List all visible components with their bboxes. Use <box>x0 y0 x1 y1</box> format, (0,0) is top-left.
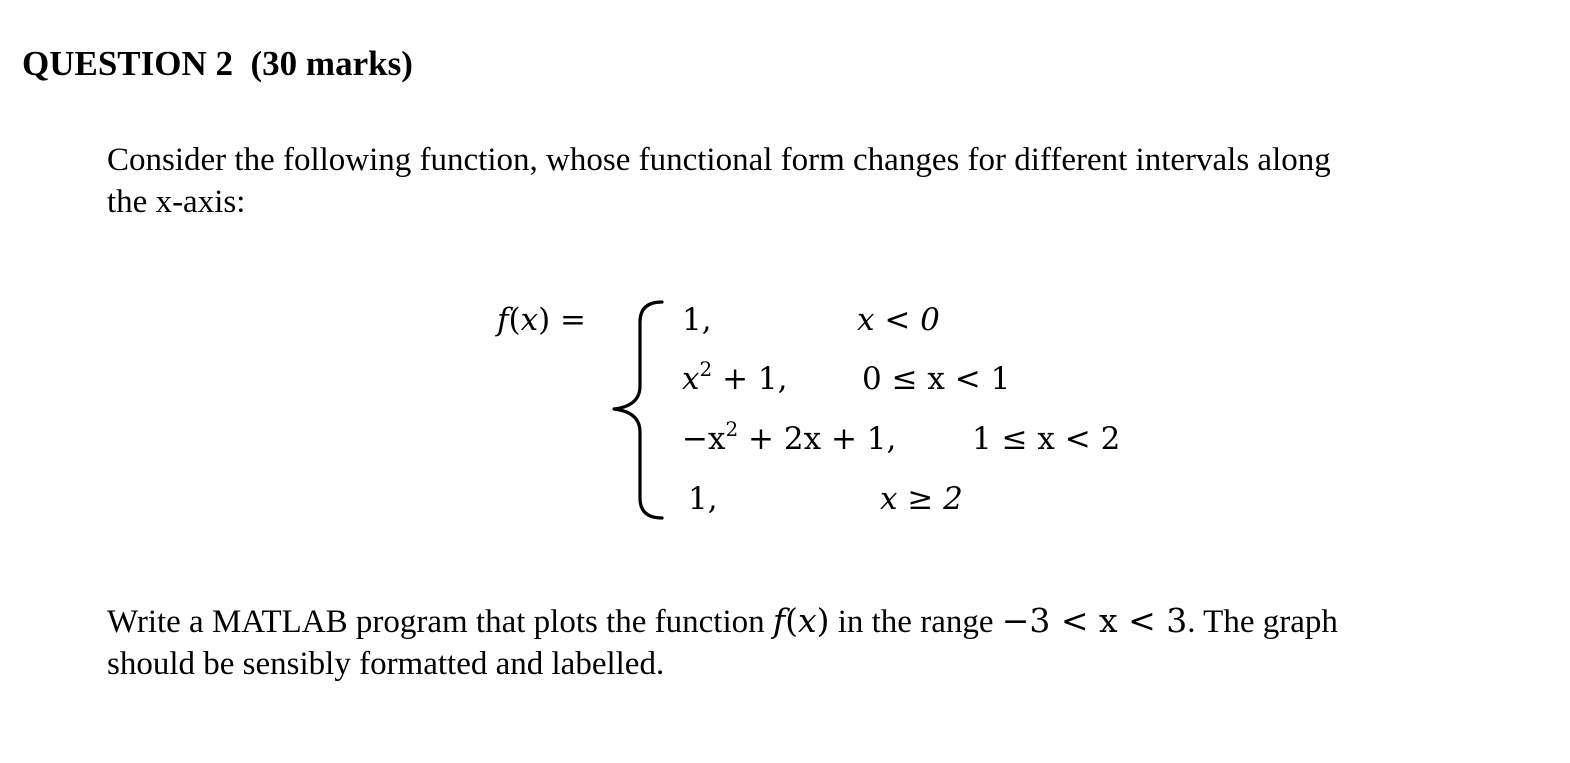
case-2-expression <box>682 357 788 397</box>
case-2-condition <box>862 361 1011 397</box>
intro-line-2: the x-axis: <box>107 184 246 220</box>
equation-lhs <box>497 302 587 338</box>
question-marks: (30 marks) <box>250 44 413 83</box>
intro-paragraph <box>107 139 1507 223</box>
task-f: f <box>772 601 786 640</box>
question-heading <box>22 46 413 81</box>
case-3-expression <box>682 417 897 457</box>
case-4-cond-text: x ≥ 2 <box>880 481 963 517</box>
task-line-1 <box>107 600 1507 643</box>
case-3-expr-rest: + 2x + 1, <box>738 421 897 457</box>
case-2-expr-rest: + 1, <box>712 361 788 397</box>
case-2-expr-var: x <box>682 361 700 397</box>
lhs-equals: = <box>550 302 587 338</box>
curly-brace-icon <box>606 298 666 524</box>
case-3-cond-text: 1 ≤ x < 2 <box>972 421 1121 457</box>
task-line-1-b: in the range <box>829 604 1002 640</box>
case-2-expr-exponent: 2 <box>699 357 713 381</box>
case-1-cond-text: x < 0 <box>857 302 940 338</box>
case-1-expression <box>682 302 712 338</box>
task-line-2: should be sensibly formatted and labelled. <box>107 646 665 682</box>
task-range: −3 < x < 3 <box>1001 601 1188 640</box>
intro-line-1: Consider the following function, whose functional form changes for different intervals along <box>107 142 1331 178</box>
case-3-expr-var: −x <box>682 421 726 457</box>
case-1-expr-text: 1, <box>682 302 712 338</box>
case-1-condition <box>857 302 940 338</box>
question-label: QUESTION 2 <box>22 44 234 83</box>
lhs-f: f <box>497 302 509 338</box>
case-3-condition <box>972 421 1121 457</box>
case-2-cond-text: 0 ≤ x < 1 <box>862 361 1011 397</box>
lhs-open-paren: ( <box>508 302 521 338</box>
task-close-paren: ) <box>816 601 830 640</box>
lhs-x: x <box>520 302 539 338</box>
task-line-1-c: . The graph <box>1187 604 1338 640</box>
task-x: x <box>797 601 817 640</box>
task-paragraph <box>107 600 1507 685</box>
task-open-paren: ( <box>785 601 798 640</box>
lhs-close-paren: ) <box>538 302 551 338</box>
case-3-expr-exponent: 2 <box>725 417 739 441</box>
task-line-1-a: Write a MATLAB program that plots the function <box>107 604 773 640</box>
case-4-expression <box>688 481 718 517</box>
case-4-condition <box>880 481 963 517</box>
case-4-expr-text: 1, <box>688 481 718 517</box>
